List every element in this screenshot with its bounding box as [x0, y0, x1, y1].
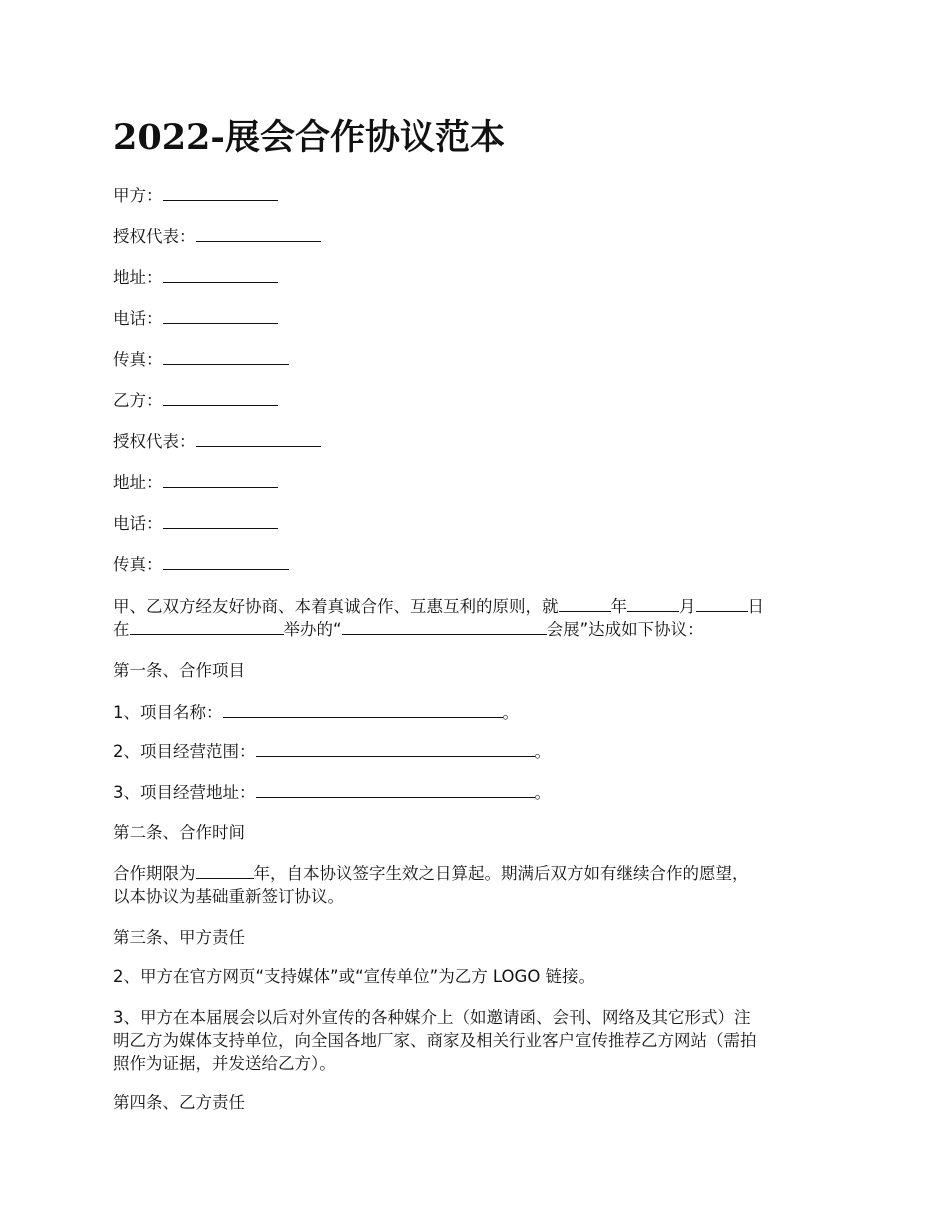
party-b-representative-label: 授权代表： [113, 432, 196, 451]
project-scope-period: 。 [534, 742, 551, 761]
article1-item3 [113, 782, 551, 804]
party-a-address-label: 地址： [113, 268, 163, 287]
article1-item1 [113, 702, 519, 724]
article3-item3-line2: 明乙方为媒体支持单位，向全国各地厂家、商家及相关行业客户宣传推荐乙方网站（需拍 [113, 1031, 757, 1050]
article3-item3-line3: 照作为证据，并发送给乙方）。 [113, 1054, 336, 1073]
intro-month: 月 [679, 597, 696, 616]
intro-text: 甲、乙双方经友好协商、本着真诚合作、互惠互利的原则，就 [113, 597, 559, 616]
article3-heading: 第三条、甲方责任 [113, 928, 245, 947]
intro-line-1 [113, 596, 764, 618]
intro-year: 年 [610, 597, 627, 616]
party-b-representative-line [113, 431, 321, 453]
project-name-period: 。 [502, 703, 519, 722]
party-b-address-blank [163, 472, 278, 488]
party-b-phone-line [113, 513, 278, 535]
article2-line-1 [113, 863, 749, 885]
party-b-phone-label: 电话： [113, 514, 163, 533]
intro-year-blank [559, 596, 611, 612]
intro-day: 日 [747, 597, 764, 616]
party-a-phone-line [113, 308, 278, 330]
article1-item2 [113, 741, 551, 763]
intro-held: 举办的“ [283, 620, 342, 639]
party-a-phone-blank [163, 308, 278, 324]
project-address-blank [256, 782, 535, 798]
party-b-blank [163, 390, 278, 406]
party-a-representative-line [113, 226, 321, 248]
term-years-blank [196, 863, 254, 879]
term-label: 合作期限为 [113, 864, 196, 883]
party-b-representative-blank [196, 431, 321, 447]
intro-place-blank [130, 619, 284, 635]
party-a-address-blank [163, 267, 278, 283]
party-a-fax-blank [163, 349, 289, 365]
intro-day-blank [696, 596, 748, 612]
party-a-phone-label: 电话： [113, 309, 163, 328]
party-b-fax-line [113, 554, 289, 576]
document-title: 2022-展会合作协议范本 [113, 117, 505, 158]
party-a-representative-label: 授权代表： [113, 227, 196, 246]
party-a-label: 甲方： [113, 186, 163, 205]
party-a-fax-line [113, 349, 289, 371]
party-a-line [113, 185, 278, 207]
project-name-blank [223, 702, 503, 718]
intro-end: 会展”达成如下协议： [546, 620, 704, 639]
party-b-phone-blank [163, 513, 278, 529]
project-scope-blank [256, 741, 535, 757]
article3-item2: 2、甲方在官方网页“支持媒体”或“宣传单位”为乙方 LOGO 链接。 [113, 967, 596, 986]
article2-heading: 第二条、合作时间 [113, 823, 245, 842]
party-a-address-line [113, 267, 278, 289]
article4-heading: 第四条、乙方责任 [113, 1093, 245, 1112]
party-a-representative-blank [196, 226, 321, 242]
article1-heading: 第一条、合作项目 [113, 661, 245, 680]
party-b-address-label: 地址： [113, 473, 163, 492]
party-b-fax-label: 传真： [113, 555, 163, 574]
intro-at: 在 [113, 620, 130, 639]
party-a-fax-label: 传真： [113, 350, 163, 369]
article2-line-2: 以本协议为基础重新签订协议。 [113, 887, 344, 906]
project-scope-label: 2、项目经营范围： [113, 742, 256, 761]
project-name-label: 1、项目名称： [113, 703, 223, 722]
intro-exhibition-blank [342, 619, 547, 635]
term-text: 年，自本协议签字生效之日算起。期满后双方如有继续合作的愿望， [253, 864, 749, 883]
project-address-label: 3、项目经营地址： [113, 783, 256, 802]
party-b-line [113, 390, 278, 412]
party-b-address-line [113, 472, 278, 494]
party-b-fax-blank [163, 554, 289, 570]
intro-month-blank [627, 596, 679, 612]
article3-item3-line1: 3、甲方在本届展会以后对外宣传的各种媒介上（如邀请函、会刊、网络及其它形式）注 [113, 1008, 751, 1027]
intro-line-2 [113, 619, 704, 641]
party-a-blank [163, 185, 278, 201]
project-address-period: 。 [534, 783, 551, 802]
party-b-label: 乙方： [113, 391, 163, 410]
